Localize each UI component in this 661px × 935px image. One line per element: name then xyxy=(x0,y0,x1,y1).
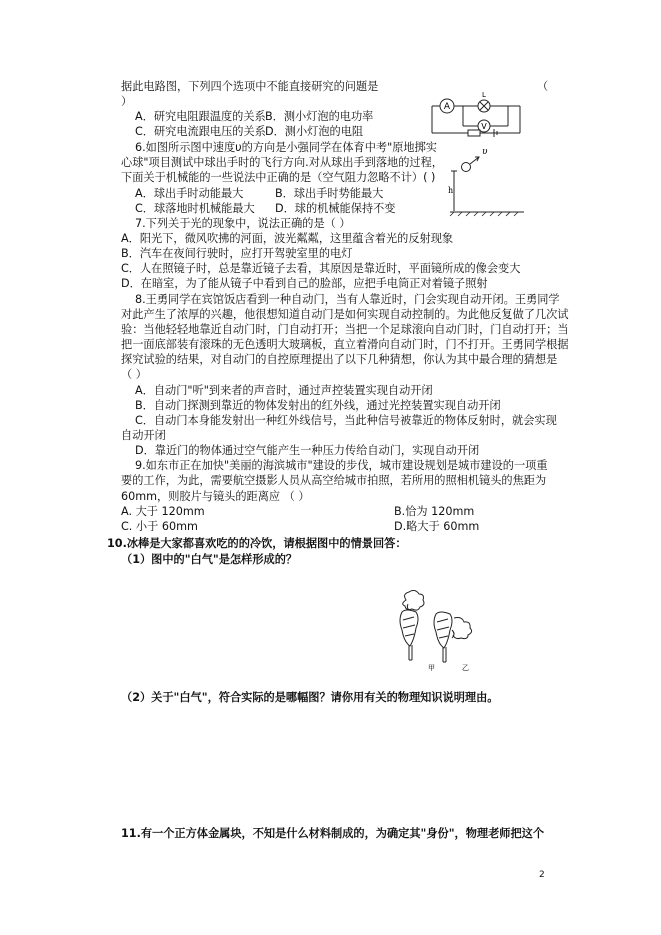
figure-label-right: 乙 xyxy=(462,664,469,672)
q5-paren-open: （ xyxy=(537,80,549,93)
q6-option-c: C．球落地时机械能最大 xyxy=(135,202,255,215)
q8-option-d: D．靠近门的物体通过空气能产生一种压力传给自动门，实现自动开闭 xyxy=(135,444,480,457)
figure-label-left: 甲 xyxy=(428,664,435,672)
q7-option-d: D．在暗室，为了能从镜子中看到自己的脸部，应把手电筒正对着镜子照射 xyxy=(121,277,488,290)
q7-stem: 7.下列关于光的现象中，说法正确的是（ ） xyxy=(135,217,351,230)
q9-option-a: A. 大于 120mm xyxy=(121,505,205,518)
popsicle-right-icon xyxy=(434,612,452,648)
popsicle-figure xyxy=(392,590,492,672)
q7-option-a: A．阳光下，微风吹拂的河面，波光粼粼，这里蕴含着光的反射现象 xyxy=(121,232,454,245)
q8-option-b: B．自动门探测到靠近的物体发射出的红外线，通过光控装置实现自动开闭 xyxy=(135,399,501,412)
q6-option-a: A．球出手时动能最大 xyxy=(135,187,244,200)
q5-paren-close: ） xyxy=(121,95,133,108)
q9-option-d: D.略大于 60mm xyxy=(394,520,480,533)
q8-line-3: 验：当他轻轻地靠近自动门时，门自动打开；当把一个足球滚向自动门时，门自动打开；当 xyxy=(121,323,569,336)
q8-line-2: 对此产生了浓厚的兴趣，他很想知道自动门是如何实现自动控制的。为此他反复做了几次试 xyxy=(121,308,569,321)
q6-line-1: 6.如图所示图中速度υ的方向是小强同学在体育中考"原地掷实 xyxy=(135,141,437,154)
q10-stem: 10.冰棒是大家都喜欢吃的的冷饮，请根据图中的情景回答： xyxy=(107,537,407,550)
q8-option-a: A．自动门"听"到来者的声音时，通过声控装置实现自动开闭 xyxy=(135,384,433,397)
q5-option-a: A．研究电阻跟温度的关系 xyxy=(135,110,266,123)
bulb-label: L xyxy=(482,91,486,99)
q8-line-4: 把一面底部装有滚珠的无色透明大玻璃板，直立着滑向自动门时，门不打开。王勇同学根据 xyxy=(121,338,569,351)
q9-option-c: C. 小于 60mm xyxy=(121,520,198,533)
voltmeter-label: V xyxy=(481,122,487,131)
q8-line-5: 探究试验的结果，对自动门的自控原理提出了以下几种猜想，你认为其中最合理的猜想是 xyxy=(121,353,558,366)
q8-option-c-line-2: 自动开闭 xyxy=(121,429,166,442)
q7-option-c: C．人在照镜子时，总是靠近镜子去看，其原因是靠近时，平面镜所成的像会变大 xyxy=(121,262,521,275)
q6-line-2: 心球"项目测试中球出手时的飞行方向.对从球出手到落地的过程， xyxy=(121,156,443,169)
ammeter-label: A xyxy=(443,102,451,112)
q9-option-b: B.恰为 120mm xyxy=(394,505,475,518)
q9-line-1: 9.如东市正在加快"美丽的海滨城市"建设的步伐，城市建设规划是城市建设的一项重 xyxy=(135,459,548,472)
vapor-up-icon xyxy=(403,590,424,610)
ball-icon xyxy=(462,163,471,172)
q5-option-b: B．测小灯泡的电功率 xyxy=(265,110,374,123)
q8-option-c-line-1: C．自动门本身能发射出一种红外线信号，当此种信号被靠近的物体反射时，就会实现 xyxy=(135,414,557,427)
q11-line-1: 11.有一个正方体金属块，不知是什么材料制成的，为确定其"身份"，物理老师把这个 xyxy=(121,827,545,840)
q7-option-b: B．汽车在夜间行驶时，应打开驾驶室里的电灯 xyxy=(121,247,353,260)
q8-paren: （ ） xyxy=(121,368,147,381)
ball-throw-figure xyxy=(448,145,526,217)
circuit-diagram xyxy=(428,88,532,138)
q5-stem: 据此电路图，下列四个选项中不能直接研究的问题是 xyxy=(121,80,379,93)
q9-line-3: 60mm，则胶片与镜头的距离应 （ ） xyxy=(121,490,310,503)
q8-line-1: 8.王勇同学在宾馆饭店看到一种自动门，当有人靠近时，门会实现自动开闭。王勇同学 xyxy=(135,293,560,306)
q5-option-d: D．测小灯泡的电阻 xyxy=(265,125,364,138)
popsicle-left-icon xyxy=(400,610,418,646)
velocity-label: υ xyxy=(482,147,488,157)
q9-line-2: 要的工作，为此，需要航空摄影人员从高空给城市拍照，若所用的照相机镜头的焦距为 xyxy=(121,474,547,487)
q6-option-b: B．球出手时势能最大 xyxy=(275,187,384,200)
q10-sub-1: （1）图中的"白气"是怎样形成的？ xyxy=(121,553,298,566)
q5-option-c: C．研究电流跟电压的关系 xyxy=(135,125,266,138)
q10-sub-2: （2）关于"白气"，符合实际的是哪幅图？请你用有关的物理知识说明理由。 xyxy=(121,691,499,704)
page-number: 2 xyxy=(539,870,545,880)
q6-line-3: 下面关于机械能的一些说法中正确的是（空气阻力忽略不计）( ) xyxy=(121,171,436,184)
height-label: h xyxy=(448,186,454,195)
vapor-down-icon xyxy=(453,618,472,639)
q6-option-d: D．球的机械能保持不变 xyxy=(275,202,396,215)
